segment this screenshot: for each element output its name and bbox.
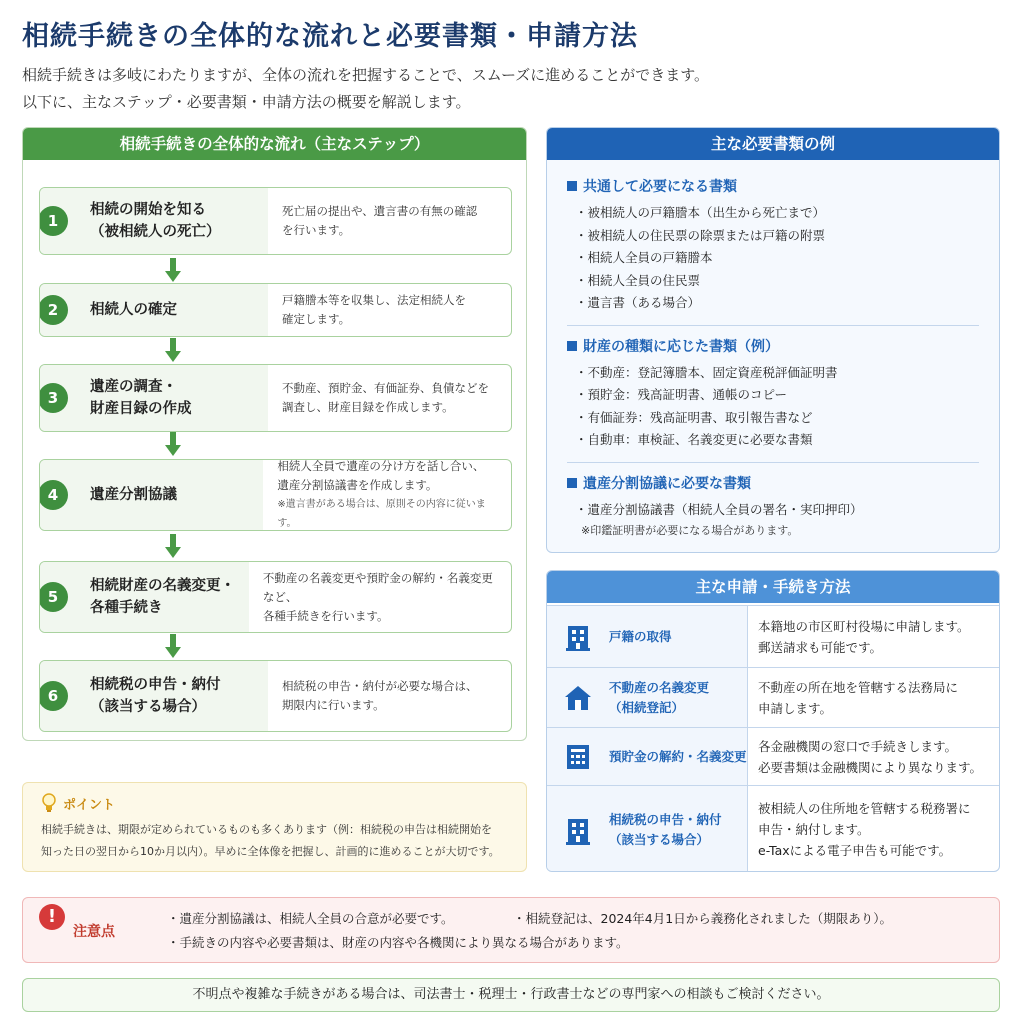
intro-line-1: 相続手続きは多岐にわたりますが、全体の流れを把握することで、スムーズに進めることができます。 [22, 66, 710, 84]
step-number: 4 [39, 480, 68, 510]
page-title: 相続手続きの全体的な流れと必要書類・申請方法 [22, 21, 638, 52]
footer-note: 不明点や複雑な手続きがある場合は、司法書士・税理士・行政書士などの専門家への相談もご検討ください。 [22, 978, 1000, 1012]
down-arrow-icon [165, 432, 181, 458]
point-text: 相続手続きは、期限が定められているものも多くあります（例：相続税の申告は相続開始を 知った日の翌日から10か月以内）。早めに全体像を把握し、計画的に進めることが大切です。 [41, 823, 500, 858]
step-title: 相続税の申告・納付 （該当する場合） [90, 677, 221, 715]
bank-icon [565, 743, 591, 771]
step-number: 1 [39, 206, 68, 236]
lightbulb-icon [41, 793, 57, 813]
method-description: 不動産の所在地を管轄する法務局に 申請します。 [758, 679, 959, 716]
method-description: 本籍地の市区町村役場に申請します。 郵送請求も可能です。 [758, 618, 970, 655]
list-item: ・不動産：登記簿謄本、固定資産税評価証明書 [575, 364, 838, 380]
method-row-koseki [547, 605, 1000, 667]
list-item: ・相続人全員の戸籍謄本 [575, 250, 713, 265]
step-5 [39, 561, 512, 633]
section-title: 遺産分割協議に必要な書類 [567, 473, 979, 495]
step-title: 遺産分割協議 [90, 487, 177, 503]
method-description: 被相続人の住所地を管轄する税務署に 申告・納付します。 e-Taxによる電子申告も可能です。 [758, 801, 971, 858]
method-label: 戸籍の取得 [609, 628, 672, 644]
divider [567, 462, 979, 463]
step-description: 不動産の名義変更や預貯金の解約・名義変更など、 各種手続きを行います。 [262, 570, 493, 623]
step-number: 5 [39, 582, 68, 612]
caution-box [22, 897, 1000, 963]
caution-label: 注意点 [73, 924, 115, 940]
caution-item: ・遺産分割協議は、相続人全員の合意が必要です。 [167, 911, 454, 926]
point-label: ポイント [63, 797, 116, 813]
list-item: ・相続人全員の住民票 [575, 272, 701, 288]
intro-text [22, 62, 709, 116]
intro-line-2: 以下に、主なステップ・必要書類・申請方法の概要を解説します。 [22, 93, 471, 111]
method-description: 各金融機関の窓口で手続きします。 必要書類は金融機関により異なります。 [758, 738, 983, 775]
section-title: 財産の種類に応じた書類（例） [567, 336, 979, 358]
list-item: ・遺産分割協議書（相続人全員の署名・実印押印） [575, 501, 863, 517]
square-bullet-icon [567, 478, 577, 488]
office-icon [565, 815, 591, 845]
method-row-tax [547, 785, 1000, 872]
point-box [22, 782, 527, 872]
documents-header: 主な必要書類の例 [547, 128, 999, 160]
house-icon [564, 685, 592, 711]
step-number: 2 [39, 295, 68, 325]
docs-section-common [547, 176, 999, 315]
method-row-real-estate [547, 667, 1000, 727]
step-title: 相続財産の名義変更・ 各種手続き [90, 578, 235, 616]
flow-header: 相続手続きの全体的な流れ（主なステップ） [23, 128, 526, 160]
step-description: 戸籍謄本等を収集し、法定相続人を 確定します。 [282, 293, 466, 326]
step-description: 相続人全員で遺産の分け方を話し合い、 遺産分割協議書を作成します。 ※遺言書がある場合は、原則その内容に従います。 [263, 460, 511, 530]
step-note: ※遺言書がある場合は、原則その内容に従います。 [277, 499, 486, 529]
flow-panel [22, 127, 527, 741]
documents-panel [546, 127, 1000, 553]
docs-section-division [547, 473, 999, 542]
step-description: 相続税の申告・納付が必要な場合は、 期限内に行います。 [282, 679, 478, 712]
down-arrow-icon [165, 258, 181, 284]
list-item: ・被相続人の住民票の除票または戸籍の附票 [575, 227, 826, 243]
step-1 [39, 187, 512, 255]
down-arrow-icon [165, 338, 181, 364]
docs-section-property [547, 336, 999, 452]
step-title: 相続の開始を知る （被相続人の死亡） [90, 202, 221, 240]
methods-header: 主な申請・手続き方法 [547, 571, 999, 603]
caution-item: ・手続きの内容や必要書類は、財産の内容や各機関により異なる場合があります。 [167, 935, 629, 950]
step-2 [39, 283, 512, 337]
step-3 [39, 364, 512, 432]
step-description: 死亡届の提出や、遺言書の有無の確認 を行います。 [282, 204, 478, 237]
section-title: 共通して必要になる書類 [567, 176, 979, 198]
step-4 [39, 459, 512, 531]
step-title: 相続人の確定 [90, 302, 177, 318]
list-item: ・有価証券：残高証明書、取引報告書など [575, 409, 813, 425]
step-title: 遺産の調査・ 財産目録の作成 [90, 379, 192, 417]
list-item: ・預貯金：残高証明書、通帳のコピー [575, 387, 788, 402]
methods-panel [546, 570, 1000, 872]
list-item: ・遺言書（ある場合） [575, 295, 701, 310]
down-arrow-icon [165, 534, 181, 560]
step-6 [39, 660, 512, 732]
method-label: 相続税の申告・納付 （該当する場合） [609, 811, 722, 847]
docs-note: ※印鑑証明書が必要になる場合があります。 [581, 524, 799, 537]
down-arrow-icon [165, 634, 181, 660]
square-bullet-icon [567, 341, 577, 351]
list-item: ・自動車：車検証、名義変更に必要な書類 [575, 432, 813, 447]
building-icon [565, 623, 591, 651]
exclamation-icon: ! [39, 904, 65, 930]
caution-item: ・相続登記は、2024年4月1日から義務化されました（期限あり）。 [513, 911, 892, 926]
divider [567, 325, 979, 326]
method-label: 預貯金の解約・名義変更 [609, 748, 747, 764]
list-item: ・被相続人の戸籍謄本（出生から死亡まで） [575, 205, 826, 220]
square-bullet-icon [567, 181, 577, 191]
step-description: 不動産、預貯金、有価証券、負債などを 調査し、財産目録を作成します。 [282, 381, 489, 414]
step-number: 3 [39, 383, 68, 413]
method-label: 不動産の名義変更 （相続登記） [609, 679, 710, 715]
method-row-deposit [547, 727, 1000, 785]
step-number: 6 [39, 681, 68, 711]
